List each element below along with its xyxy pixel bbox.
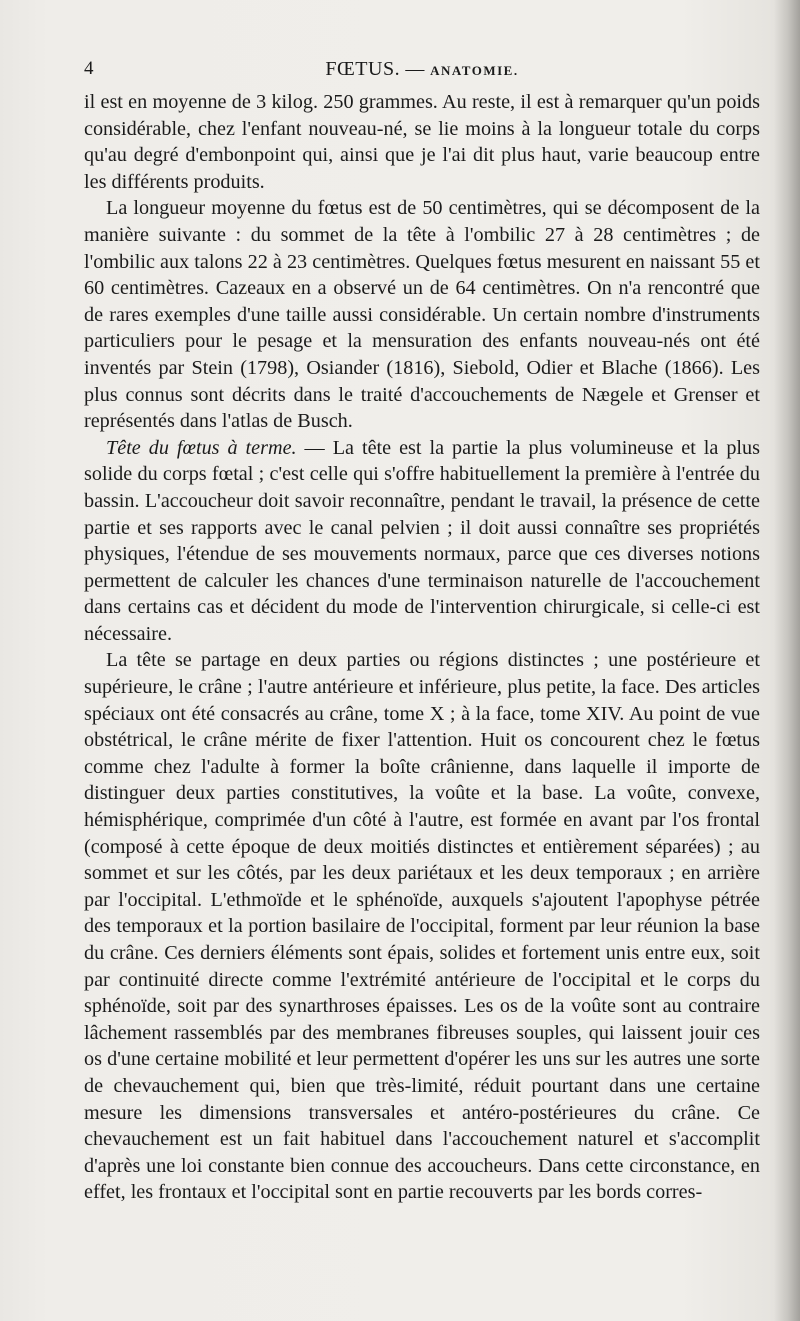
paragraph-head-at-term (84, 435, 760, 648)
section-heading-italic: Tête du fœtus à terme. (106, 436, 297, 459)
running-title-section: ANATOMIE. (430, 63, 519, 78)
body-text (84, 89, 760, 1206)
page-edge-shadow (774, 0, 800, 1321)
page-number: 4 (84, 58, 94, 79)
paragraph-length: La longueur moyenne du fœtus est de 50 centimètres, qui se décomposent de la manière suivante : du sommet de la tête à l'ombilic 27 à 28 centimètres ; de l'ombilic aux talons 22 à 23 centimètres. Quelques fœtus mesurent en naissant 55 et 60 centimètres. Cazeaux en a observé un de 64 centimètres. On n'a rencontré que de rares exemples d'une taille aussi considérable. Un certain nombre d'instruments particuliers pour le pesage et la mensuration des enfants nouveau-nés ont été inventés par Stein (1798), Osiander (1816), Siebold, Odier et Blache (1866). Les plus connus sont décrits dans le traité d'accouchements de Nægele et Grenser et représentés dans l'atlas de Busch. (84, 197, 760, 433)
paragraph-head-at-term-text: — La tête est la partie la plus volumineuse et la plus solide du corps fœtal ; c'est celle qui s'offre habituellement la première à l'entrée du bassin. L'accoucheur doit savoir reconnaître, pendant le travail, la présence de cette partie et ses rapports avec le canal pelvien ; il doit aussi connaître ses propriétés physiques, l'étendue de ses mouvements normaux, parce que ces diverses notions permettent de calculer les chances d'une terminaison naturelle de l'accouchement dans certains cas et décident du mode de l'intervention chirurgicale, si celle-ci est nécessaire. (84, 436, 760, 645)
running-head (84, 58, 760, 84)
running-title-main: FŒTUS. (325, 58, 401, 80)
paragraph-skull: La tête se partage en deux parties ou régions distinctes ; une postérieure et supérieure, le crâne ; l'autre antérieure et inférieure, plus petite, la face. Des articles spéciaux ont été consacrés au crâne, tome X ; à la face, tome XIV. Au point de vue obstétrical, le crâne mérite de fixer l'attention. Huit os concourent chez le fœtus comme chez l'adulte à former la boîte crânienne, dans laquelle il importe de distinguer deux parties constitutives, la voûte et la base. La voûte, convexe, hémisphérique, comprimée d'un côté à l'autre, est formée en avant par l'os frontal (composé à cette époque de deux moitiés distinctes et entièrement séparées) ; au sommet et sur les côtés, par les deux pariétaux et les deux temporaux ; en arrière par l'occipital. L'ethmoïde et le sphénoïde, auxquels s'ajoutent l'apophyse pétrée des temporaux et la portion basilaire de l'occipital, forment par leur réunion la base du crâne. Ces derniers éléments sont épais, solides et fortement unis entre eux, soit par continuité directe comme l'extrémité antérieure de l'occipital et le corps du sphénoïde, soit par des synarthroses épaisses. Les os de la voûte sont au contraire lâchement rassemblés par des membranes fibreuses souples, qui laissent jouir ces os d'une certaine mobilité et leur permettent d'opérer les uns sur les autres une sorte de chevauchement qui, bien que très-limité, réduit pourtant dans une certaine mesure les dimensions transversales et antéro-postérieures du crâne. Ce chevauchement est un fait habituel dans l'accouchement naturel et s'accomplit d'après une loi constante bien connue des accoucheurs. Dans cette circonstance, en effet, les frontaux et l'occipital sont en partie recouverts par les bords corres- (84, 649, 760, 1204)
running-title (84, 58, 760, 81)
paragraph-continued: il est en moyenne de 3 kilog. 250 grammes. Au reste, il est à remarquer qu'un poids considérable, chez l'enfant nouveau-né, se lie moins à la longueur totale du corps qu'au degré d'embonpoint qui, ainsi que je l'ai dit plus haut, varie beaucoup entre les différents produits. (84, 91, 760, 193)
running-title-separator: — (405, 59, 425, 80)
